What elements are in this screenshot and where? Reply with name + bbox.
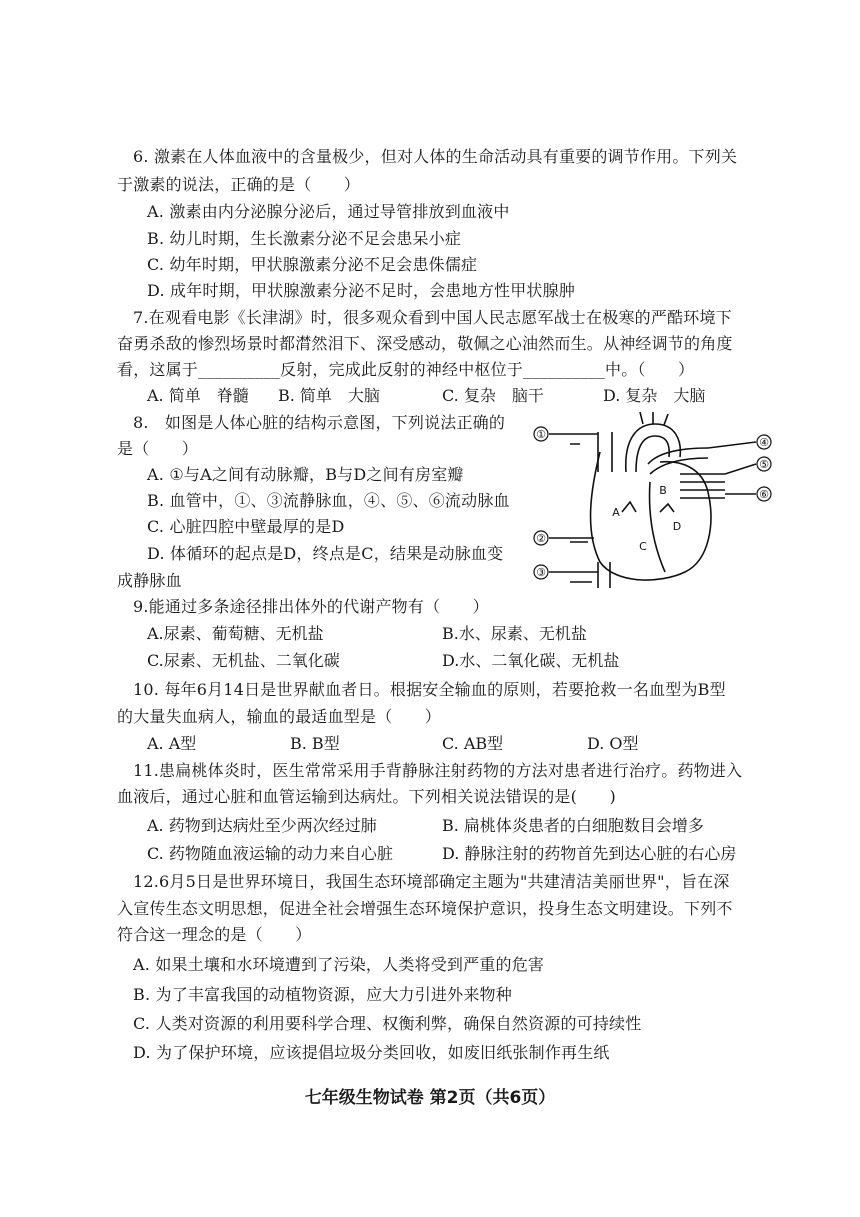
chamber-label-c: C xyxy=(639,540,647,553)
q11-stem-line2: 血液后，通过心脏和血管运输到达病灶。下列相关说法错误的是( ) xyxy=(117,787,616,806)
q12-stem-line1: 12.6月5日是世界环境日，我国生态环境部确定主题为"共建清洁美丽世界"，旨在深 xyxy=(133,872,730,891)
q8-option-c: C. 心脏四腔中壁最厚的是D xyxy=(147,517,345,536)
diagram-label-2: ② xyxy=(536,532,546,545)
q8-stem-line2: 是（ ） xyxy=(117,439,199,458)
q10-option-a: A. A型 xyxy=(147,734,197,753)
q6-option-b: B. 幼儿时期，生长激素分泌不足会患呆小症 xyxy=(147,229,462,248)
q8-option-b: B. 血管中，①、③流静脉血，④、⑤、⑥流动脉血 xyxy=(147,491,510,510)
q9-option-a: A.尿素、葡萄糖、无机盐 xyxy=(147,624,324,643)
diagram-label-4: ④ xyxy=(759,436,769,449)
q12-option-a: A. 如果土壤和水环境遭到了污染，人类将受到严重的危害 xyxy=(133,955,545,974)
q12-stem-line3: 符合这一理念的是（ ） xyxy=(117,925,312,944)
q9-option-b: B.水、尿素、无机盐 xyxy=(442,624,587,643)
q10-option-b: B. B型 xyxy=(290,734,340,753)
q12-option-b: B. 为了丰富我国的动植物资源，应大力引进外来物种 xyxy=(133,985,512,1004)
q11-option-a: A. 药物到达病灶至少两次经过肺 xyxy=(147,816,377,835)
q6-stem-line2: 于激素的说法，正确的是（ ） xyxy=(117,175,361,194)
heart-structure-diagram xyxy=(530,412,780,588)
chamber-label-b: B xyxy=(659,484,667,497)
q7-option-b: B. 简单 大脑 xyxy=(278,386,380,405)
q9-stem: 9.能通过多条途径排出体外的代谢产物有（ ） xyxy=(133,597,489,616)
q11-option-c: C. 药物随血液运输的动力来自心脏 xyxy=(147,844,393,863)
q8-stem-line1: 8. 如图是人体心脏的结构示意图，下列说法正确的 xyxy=(133,413,506,432)
q12-option-d: D. 为了保护环境，应该提倡垃圾分类回收，如废旧纸张制作再生纸 xyxy=(133,1043,610,1062)
q11-stem-line1: 11.患扁桃体炎时，医生常常采用手背静脉注射药物的方法对患者进行治疗。药物进入 xyxy=(133,761,743,780)
q7-stem-line1: 7.在观看电影《长津湖》时，很多观众看到中国人民志愿军战士在极寒的严酷环境下 xyxy=(133,308,732,327)
q7-stem-line2: 奋勇杀敌的惨烈场景时都潸然泪下、深受感动，敬佩之心油然而生。从神经调节的角度 xyxy=(117,334,733,353)
q6-stem-line1: 6. 激素在人体血液中的含量极少，但对人体的生命活动具有重要的调节作用。下列关 xyxy=(133,147,738,166)
q7-option-d: D. 复杂 大脑 xyxy=(603,386,706,405)
q6-option-d: D. 成年时期，甲状腺激素分泌不足时，会患地方性甲状腺肿 xyxy=(147,281,576,300)
q10-option-d: D. O型 xyxy=(587,734,639,753)
chamber-label-d: D xyxy=(672,520,682,533)
diagram-label-6: ⑥ xyxy=(759,488,769,501)
q12-option-c: C. 人类对资源的利用要科学合理、权衡利弊，确保自然资源的可持续性 xyxy=(133,1014,642,1033)
q9-option-c: C.尿素、无机盐、二氧化碳 xyxy=(147,651,340,670)
q10-stem-line1: 10. 每年6月14日是世界献血者日。根据安全输血的原则，若要抢救一名血型为B型 xyxy=(133,680,726,699)
q8-option-d-continued: 成静脉血 xyxy=(117,571,182,590)
q8-option-a: A. ①与A之间有动脉瓣，B与D之间有房室瓣 xyxy=(147,465,464,484)
q11-option-b: B. 扁桃体炎患者的白细胞数目会增多 xyxy=(442,816,704,835)
q10-stem-line2: 的大量失血病人，输血的最适血型是（ ） xyxy=(117,707,442,726)
page-footer: 七年级生物试卷 第2页（共6页） xyxy=(304,1088,556,1108)
q6-option-c: C. 幼年时期，甲状腺激素分泌不足会患侏儒症 xyxy=(147,255,478,274)
chamber-label-a: A xyxy=(612,506,620,519)
q11-option-d: D. 静脉注射的药物首先到达心脏的右心房 xyxy=(442,844,737,863)
q6-option-a: A. 激素由内分泌腺分泌后，通过导管排放到血液中 xyxy=(147,202,510,221)
q7-option-c: C. 复杂 脑干 xyxy=(442,386,544,405)
q7-option-a: A. 简单 脊髓 xyxy=(147,386,249,405)
diagram-label-1: ① xyxy=(536,428,546,441)
q7-stem-line3: 看，这属于__________反射，完成此反射的神经中枢位于__________中。（ ） xyxy=(117,360,695,379)
q10-option-c: C. AB型 xyxy=(442,734,504,753)
q12-stem-line2: 入宣传生态文明思想，促进全社会增强生态环境保护意识，投身生态文明建设。下列不 xyxy=(117,899,733,918)
diagram-label-3: ③ xyxy=(536,566,546,579)
q8-option-d: D. 体循环的起点是D，终点是C，结果是动脉血变 xyxy=(147,544,504,563)
diagram-label-5: ⑤ xyxy=(759,458,769,471)
q9-option-d: D.水、二氧化碳、无机盐 xyxy=(442,651,620,670)
